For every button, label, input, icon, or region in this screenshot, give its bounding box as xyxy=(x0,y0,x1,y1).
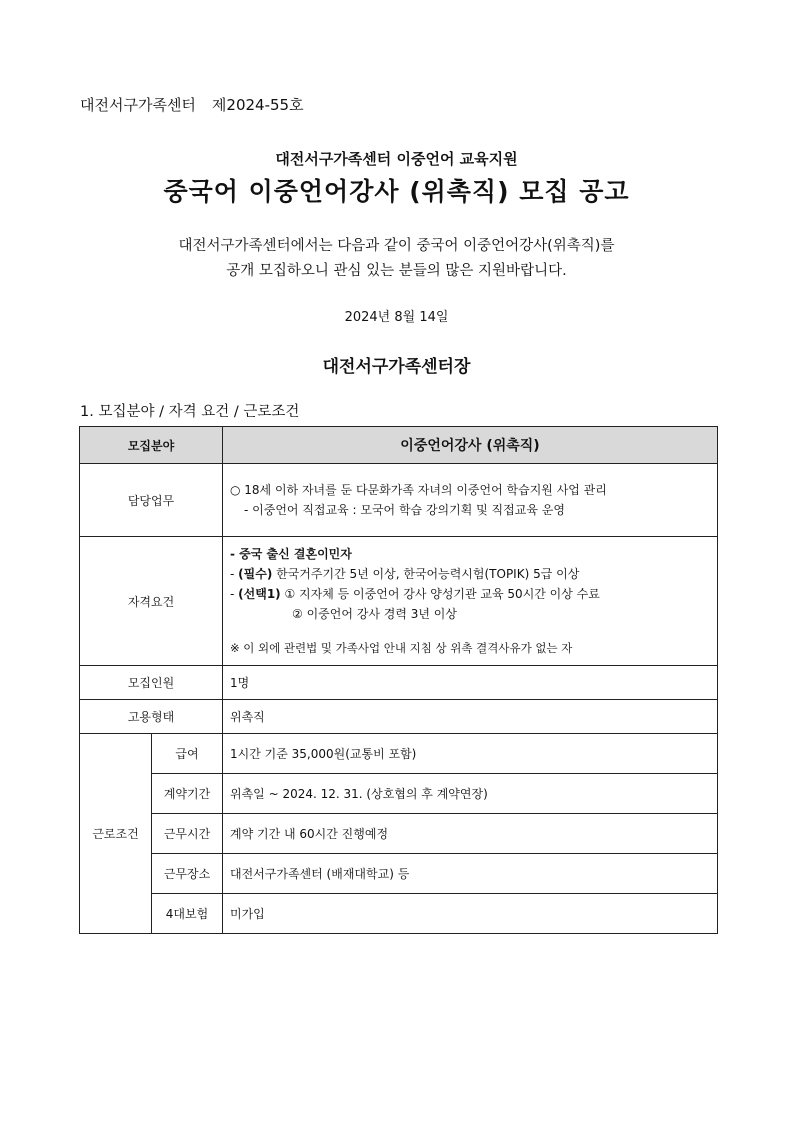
org-name: 대전서구가족센터 xyxy=(80,96,196,114)
duties-label: 담당업무 xyxy=(80,464,223,537)
doc-number: 제2024-55호 xyxy=(211,96,304,114)
condition-value: 대전서구가족센터 (배재대학교) 등 xyxy=(223,854,718,894)
qualifications-value xyxy=(223,537,718,666)
table-row xyxy=(80,666,718,700)
intro-line-1: 대전서구가족센터에서는 다음과 같이 중국어 이중언어강사(위촉직)를 xyxy=(178,238,615,254)
signer: 대전서구가족센터장 xyxy=(322,357,471,377)
announcement-date: 2024년 8월 14일 xyxy=(344,310,449,325)
qualifications-label: 자격요건 xyxy=(80,537,223,666)
section-title: 1. 모집분야 / 자격 요건 / 근로조건 xyxy=(80,404,300,420)
qual-line-3-prefix: - xyxy=(230,587,239,601)
table-row xyxy=(80,854,718,894)
condition-label: 근무시간 xyxy=(152,814,223,854)
table-row xyxy=(80,700,718,734)
table-row xyxy=(80,894,718,934)
condition-value: 1시간 기준 35,000원(교통비 포함) xyxy=(223,734,718,774)
condition-value: 미가입 xyxy=(223,894,718,934)
qual-note: ※ 이 외에 관련법 및 가족사업 안내 지침 상 위촉 결격사유가 없는 자 xyxy=(230,641,573,655)
qual-line-3 xyxy=(230,584,717,604)
condition-label: 4대보험 xyxy=(152,894,223,934)
qual-required-tag: (필수) xyxy=(238,567,273,581)
duties-value xyxy=(223,464,718,537)
table-row xyxy=(80,814,718,854)
duties-line-1: ○ 18세 이하 자녀를 둔 다문화가족 자녀의 이중언어 학습지원 사업 관리 xyxy=(230,483,607,497)
document-number xyxy=(80,94,304,115)
header-value: 이중언어강사 (위촉직) xyxy=(223,427,718,464)
qual-line-1: - 중국 출신 결혼이민자 xyxy=(230,547,352,561)
employment-type-value: 위촉직 xyxy=(223,700,718,734)
qual-line-2-text: 한국거주기간 5년 이상, 한국어능력시험(TOPIK) 5급 이상 xyxy=(272,567,580,581)
table-row xyxy=(80,774,718,814)
table-row xyxy=(80,734,718,774)
recruitment-table xyxy=(79,426,718,934)
headcount-value: 1명 xyxy=(223,666,718,700)
table-row xyxy=(80,537,718,666)
duties-line-2: - 이중언어 직접교육 : 모국어 학습 강의기획 및 직접교육 운영 xyxy=(244,503,565,517)
employment-type-label: 고용형태 xyxy=(80,700,223,734)
qual-line-2 xyxy=(230,564,717,584)
conditions-label: 근로조건 xyxy=(80,734,152,934)
qual-line-2-prefix: - xyxy=(230,567,239,581)
table-header-row xyxy=(80,427,718,464)
condition-label: 근무장소 xyxy=(152,854,223,894)
headcount-label: 모집인원 xyxy=(80,666,223,700)
qual-optional-tag: (선택1) xyxy=(238,587,281,601)
qual-line-4: ② 이중언어 강사 경력 3년 이상 xyxy=(292,607,457,621)
condition-label: 급여 xyxy=(152,734,223,774)
condition-label: 계약기간 xyxy=(152,774,223,814)
subtitle: 대전서구가족센터 이중언어 교육지원 xyxy=(275,150,518,168)
condition-value: 계약 기간 내 60시간 진행예정 xyxy=(223,814,718,854)
qual-line-3-text: ① 지자체 등 이중언어 강사 양성기관 교육 50시간 이상 수료 xyxy=(280,587,600,601)
table-row xyxy=(80,464,718,537)
intro-paragraph xyxy=(0,234,793,284)
condition-value: 위촉일 ~ 2024. 12. 31. (상호협의 후 계약연장) xyxy=(223,774,718,814)
intro-line-2: 공개 모집하오니 관심 있는 분들의 많은 지원바랍니다. xyxy=(226,263,567,279)
header-label: 모집분야 xyxy=(80,427,223,464)
page-title: 중국어 이중언어강사 (위촉직) 모집 공고 xyxy=(163,177,630,206)
